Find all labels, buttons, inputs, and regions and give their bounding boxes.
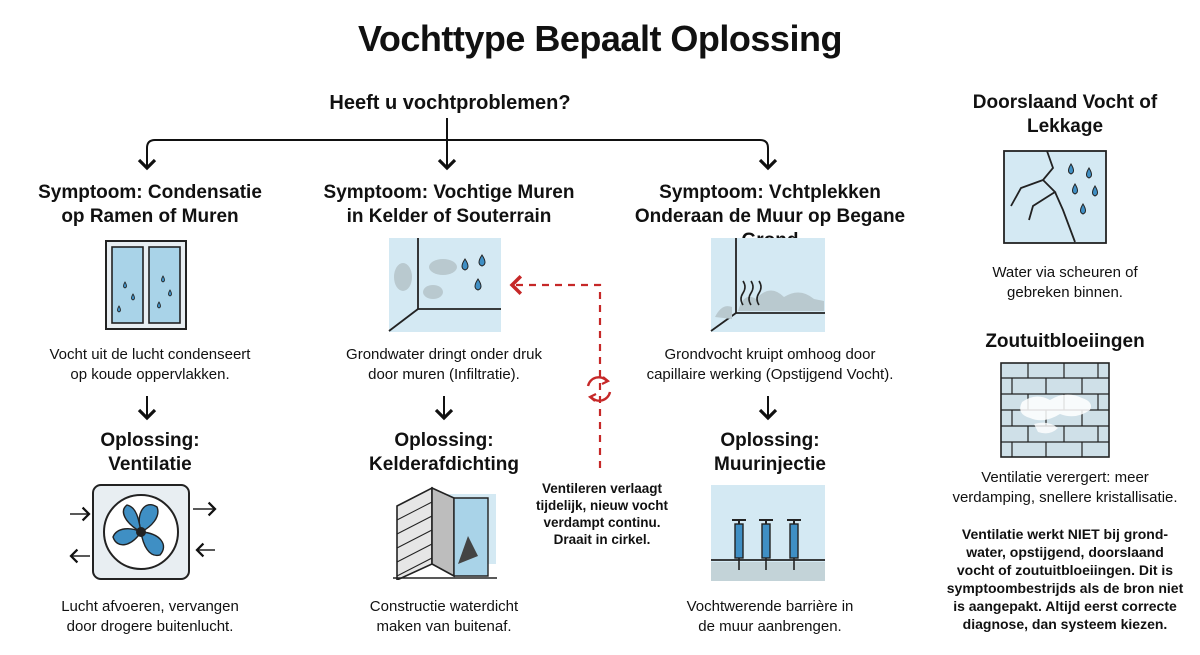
symptom-condensation-heading	[10, 181, 290, 229]
cracked-wall-leak-icon	[1003, 150, 1107, 244]
solution-line: Oplossing:	[720, 430, 820, 451]
cause-condensation	[10, 345, 290, 385]
cycle-note-line: Ventileren verlaagt	[541, 481, 663, 496]
action-line: Vochtwerende barrière in	[686, 598, 854, 615]
action-line: Constructie waterdicht	[369, 598, 519, 615]
symptom-line: Onderaan de Muur op Begane	[634, 206, 906, 227]
wall-injection-icon	[710, 484, 826, 582]
salt-desc-line: verdamping, snellere kristallisatie.	[952, 489, 1178, 506]
solution-ventilation-heading	[10, 429, 290, 477]
cause-line: door muren (Infiltratie).	[368, 366, 520, 383]
salt-description	[920, 468, 1200, 508]
warning-line: is aangepakt. Altijd eerst correcte	[953, 598, 1177, 614]
warning-line: vocht of zoutuitbloeiingen. Dit is	[956, 562, 1174, 578]
basement-sealing-icon	[392, 484, 498, 580]
action-injection	[610, 597, 930, 637]
connector-left	[147, 140, 447, 168]
warning-line: symptoombestrijds als de bron niet	[946, 580, 1184, 596]
salt-efflorescence-brick-icon	[1000, 362, 1110, 458]
action-line: Lucht afvoeren, vervangen	[61, 598, 239, 615]
solution-line: Muurinjectie	[714, 454, 826, 475]
solution-injection-heading	[610, 429, 930, 477]
symptom-basement-heading	[299, 181, 599, 229]
leak-heading	[935, 91, 1195, 139]
action-ventilation	[10, 597, 290, 637]
rising-damp-wall-icon	[710, 237, 826, 333]
damp-basement-wall-icon	[388, 237, 502, 333]
leak-description	[935, 263, 1195, 303]
question-node: Heeft u vochtproblemen?	[329, 92, 571, 114]
action-line: de muur aanbrengen.	[698, 618, 842, 635]
cycle-note-line: verdampt continu.	[543, 515, 661, 530]
solution-basement-heading	[299, 429, 589, 477]
salt-heading: Zoutuitbloeiingen	[985, 331, 1145, 352]
symptom-line: op Ramen of Muren	[61, 206, 239, 227]
cause-line: capillaire werking (Opstijgend Vocht).	[646, 366, 894, 383]
cause-line: op koude oppervlakken.	[70, 366, 230, 383]
warning-line: Ventilatie werkt NIET bij grond-	[961, 526, 1169, 542]
leak-title-line: Lekkage	[1026, 116, 1104, 137]
fan-icon	[65, 483, 225, 581]
cause-line: Vocht uit de lucht condenseert	[49, 346, 251, 363]
solution-line: Oplossing:	[394, 430, 494, 451]
solution-line: Kelderafdichting	[369, 454, 519, 475]
window-condensation-icon	[105, 240, 187, 330]
cycle-note-line: tijdelijk, nieuw vocht	[535, 498, 669, 513]
solution-line: Ventilatie	[108, 454, 192, 475]
cause-rising-damp	[610, 345, 930, 385]
leak-desc-line: Water via scheuren of	[992, 264, 1138, 281]
symptom-line: in Kelder of Souterrain	[346, 206, 552, 227]
salt-desc-line: Ventilatie verergert: meer	[981, 469, 1149, 486]
leak-title-line: Doorslaand Vocht of	[972, 92, 1158, 113]
symptom-line: Symptoom: Vochtige Muren	[323, 182, 575, 203]
action-line: maken van buitenaf.	[376, 618, 512, 635]
cycle-note-line: Draait in cirkel.	[553, 532, 651, 547]
page-title: Vochttype Bepaalt Oplossing	[358, 18, 842, 59]
symptom-line: Symptoom: Condensatie	[38, 182, 262, 203]
connector-right	[447, 140, 768, 168]
action-line: door drogere buitenlucht.	[66, 618, 234, 635]
cause-infiltration	[299, 345, 589, 385]
cycle-note	[512, 480, 692, 548]
action-basement	[299, 597, 589, 637]
cause-line: Grondvocht kruipt omhoog door	[664, 346, 876, 363]
cause-line: Grondwater dringt onder druk	[346, 346, 542, 363]
solution-line: Oplossing:	[100, 430, 200, 451]
leak-desc-line: gebreken binnen.	[1007, 284, 1123, 301]
symptom-line: Symptoom: Vchtplekken	[659, 182, 881, 203]
ventilation-warning	[925, 525, 1200, 633]
warning-line: diagnose, dan systeem kiezen.	[962, 616, 1168, 632]
warning-line: water, opstijgend, doorslaand	[966, 544, 1164, 560]
